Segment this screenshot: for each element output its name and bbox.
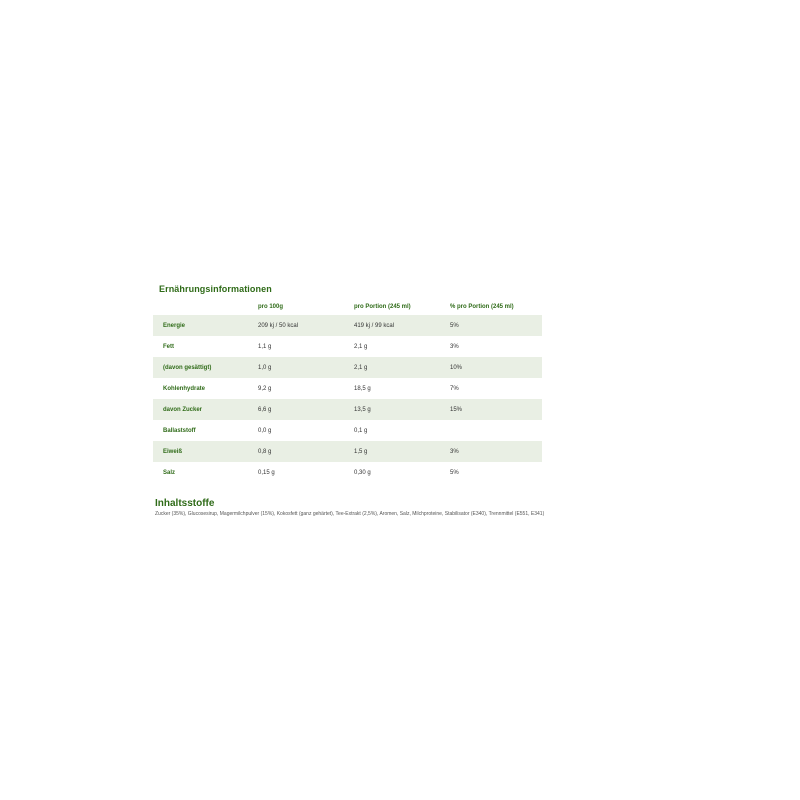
ingredients-text: Zucker (35%), Glucosesirup, Magermilchpulver (15%), Kokosfett (ganz gehärtet), Tee-Extrakt (2,5%), Aromen, Salz, Milchproteine, Stabilisator (E340), Trennmittel (E551, E341): [155, 511, 545, 517]
row-percent: 15%: [450, 406, 463, 413]
row-percent: 7%: [450, 385, 459, 392]
table-row: [153, 399, 542, 420]
table-row: [153, 420, 542, 441]
row-label: Salz: [163, 469, 176, 476]
row-per-portion: 0,30 g: [354, 469, 371, 476]
nutrition-table: [153, 298, 542, 483]
header-per-100g: pro 100g: [258, 303, 284, 310]
table-row: [153, 336, 542, 357]
table-row: [153, 315, 542, 336]
header-percent-portion: % pro Portion (245 ml): [450, 303, 514, 310]
row-percent: 5%: [450, 469, 459, 476]
row-per-portion: 0,1 g: [354, 427, 368, 434]
row-label: Eiweiß: [163, 448, 183, 455]
nutrition-title: Ernährungsinformationen: [159, 284, 272, 294]
row-percent: 10%: [450, 364, 463, 371]
ingredients-title: Inhaltsstoffe: [155, 498, 215, 509]
row-per-100g: 209 kj / 50 kcal: [258, 322, 299, 329]
row-per-100g: 0,0 g: [258, 427, 272, 434]
row-label: Ballaststoff: [163, 427, 196, 434]
table-row: [153, 357, 542, 378]
row-per-100g: 9,2 g: [258, 385, 272, 392]
row-per-100g: 0,8 g: [258, 448, 272, 455]
row-label: davon Zucker: [163, 406, 203, 413]
table-header-row: [153, 298, 542, 315]
row-percent: 3%: [450, 343, 459, 350]
row-per-portion: 18,5 g: [354, 385, 371, 392]
header-per-portion: pro Portion (245 ml): [354, 303, 411, 310]
row-label: (davon gesättigt): [163, 364, 212, 371]
row-per-100g: 1,0 g: [258, 364, 272, 371]
row-per-portion: 2,1 g: [354, 364, 368, 371]
table-row: [153, 378, 542, 399]
row-per-portion: 419 kj / 99 kcal: [354, 322, 395, 329]
row-label: Energie: [163, 322, 186, 329]
table-row: [153, 441, 542, 462]
row-percent: 3%: [450, 448, 459, 455]
row-per-100g: 6,6 g: [258, 406, 272, 413]
row-per-portion: 2,1 g: [354, 343, 368, 350]
row-per-100g: 0,15 g: [258, 469, 275, 476]
table-row: [153, 462, 542, 483]
row-percent: 5%: [450, 322, 459, 329]
row-label: Fett: [163, 343, 174, 350]
row-label: Kohlenhydrate: [163, 385, 206, 392]
row-per-100g: 1,1 g: [258, 343, 272, 350]
row-per-portion: 13,5 g: [354, 406, 371, 413]
row-per-portion: 1,5 g: [354, 448, 368, 455]
